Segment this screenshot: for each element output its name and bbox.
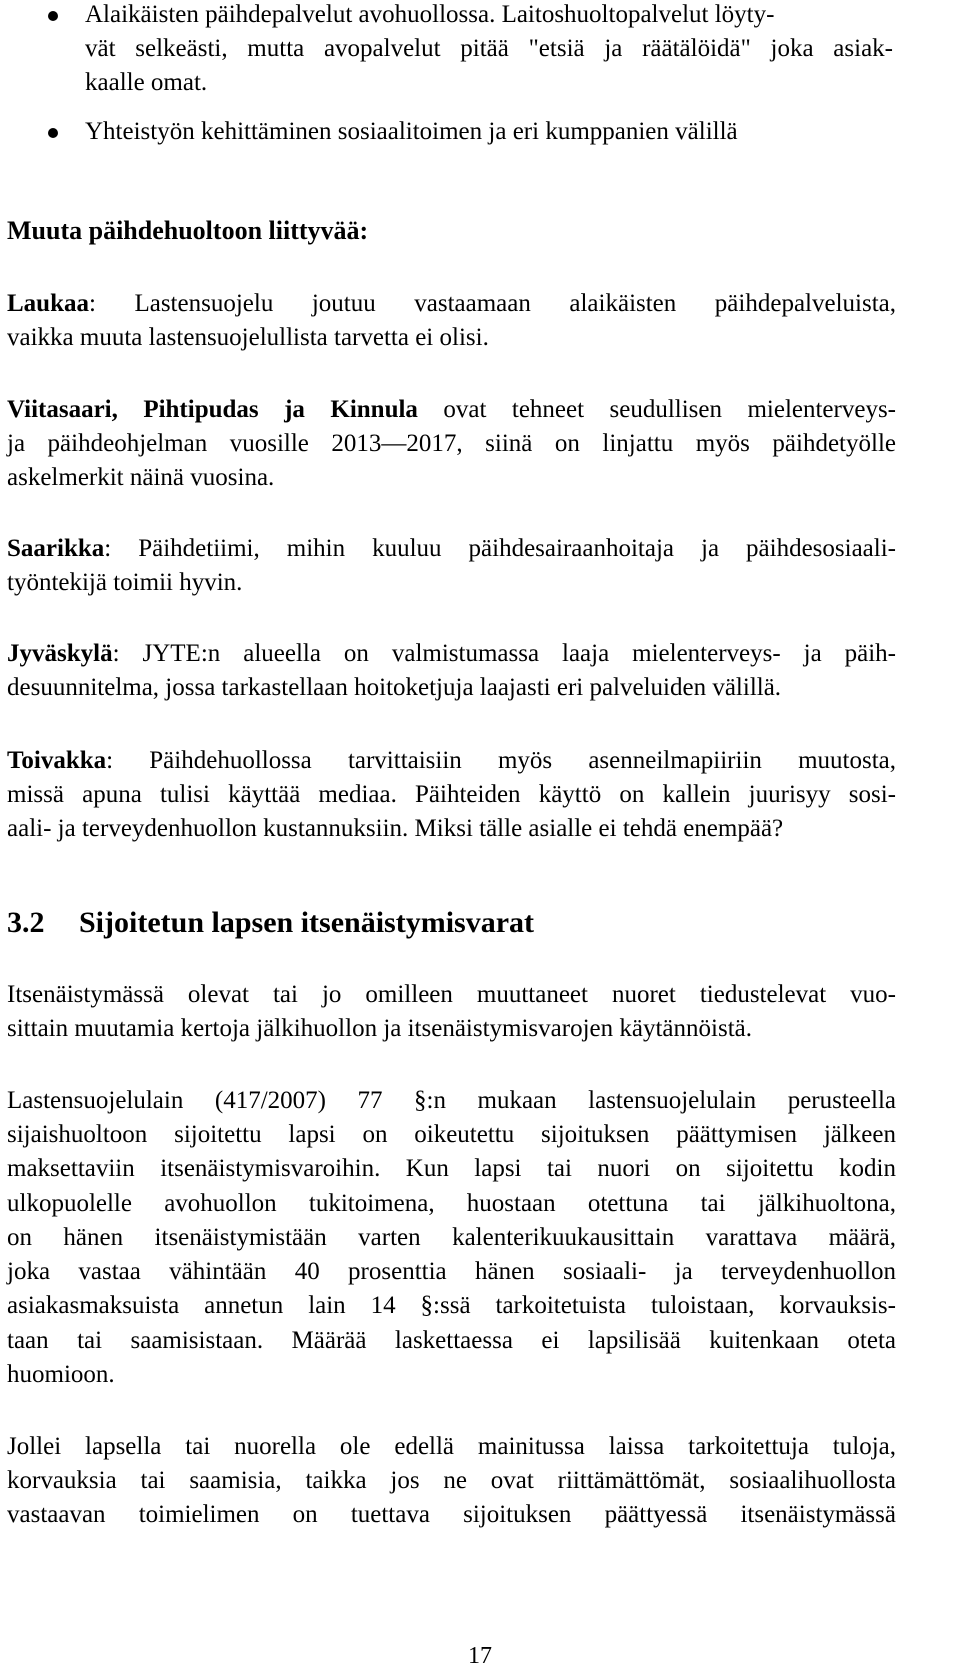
- paragraph-line: huomioon.: [7, 1361, 115, 1388]
- paragraph-line: ulkopuolelle avohuollon tukitoimena, huostaan otettuna tai jälkihuoltona,: [7, 1190, 896, 1217]
- subheading: Muuta päihdehuoltoon liittyvää:: [7, 216, 369, 245]
- entry-line: ja päihdeohjelman vuosille 2013—2017, siinä on linjattu myös päihdetyölle: [7, 430, 896, 457]
- entry-line: [7, 393, 896, 427]
- paragraph-line: joka vastaa vähintään 40 prosenttia hänen sosiaali- ja terveydenhuollon: [7, 1258, 896, 1285]
- paragraph-line: korvauksia tai saamisia, taikka jos ne ovat riittämättömät, sosiaalihuollosta: [7, 1467, 896, 1494]
- entry-text: Päihdehuollossa tarvittaisiin myös asenneilmapiiriin muutosta,: [113, 747, 896, 774]
- paragraph-line: vastaavan toimielimen on tuettava sijoituksen päättyessä itsenäistymässä: [7, 1501, 896, 1528]
- text-line: Alaikäisten päihdepalvelut avohuollossa. Laitoshuoltopalvelut löyty-: [85, 1, 775, 28]
- entry-line: [7, 532, 896, 566]
- separator: :: [104, 535, 112, 562]
- bullet-dot-icon: [48, 128, 58, 138]
- entry-line: [7, 637, 896, 671]
- place-name: Saarikka: [7, 535, 105, 562]
- entry-line: työntekijä toimii hyvin.: [7, 569, 243, 596]
- entry-line: [7, 287, 896, 321]
- paragraph-line: sijaishuoltoon sijoitettu lapsi on oikeutettu sijoituksen päättymisen jälkeen: [7, 1121, 896, 1148]
- place-name: Viitasaari, Pihtipudas ja Kinnula: [7, 396, 418, 423]
- section-title: Sijoitetun lapsen itsenäistymisvarat: [79, 906, 535, 939]
- place-name: Jyväskylä: [7, 640, 113, 667]
- entry-text: Päihdetiimi, mihin kuuluu päihdesairaanhoitaja ja päihdesosiaali-: [111, 535, 896, 562]
- place-name: Laukaa: [7, 290, 89, 317]
- text-line: vät selkeästi, mutta avopalvelut pitää "etsiä ja räätälöidä" joka asiak-: [85, 35, 893, 62]
- entry-line: vaikka muuta lastensuojelullista tarvetta ei olisi.: [7, 324, 489, 351]
- text-line: kaalle omat.: [85, 69, 208, 96]
- separator: :: [88, 290, 96, 317]
- entry-line: desuunnitelma, jossa tarkastellaan hoitoketjuja laajasti eri palveluiden välillä.: [7, 674, 782, 701]
- separator: :: [106, 747, 114, 774]
- entry-line: aali- ja terveydenhuollon kustannuksiin. Miksi tälle asialle ei tehdä enempää?: [7, 815, 784, 842]
- text-line: Yhteistyön kehittäminen sosiaalitoimen ja eri kumppanien välillä: [85, 118, 738, 145]
- separator: :: [112, 640, 120, 667]
- paragraph-line: Lastensuojelulain (417/2007) 77 §:n mukaan lastensuojelulain perusteella: [7, 1087, 896, 1114]
- paragraph-line: sittain muutamia kertoja jälkihuollon ja itsenäistymisvarojen käytännöistä.: [7, 1015, 752, 1042]
- section-heading: [7, 906, 534, 940]
- entry-line: askelmerkit näinä vuosina.: [7, 464, 275, 491]
- place-name: Toivakka: [7, 747, 107, 774]
- paragraph-line: taan tai saamisistaan. Määrää laskettaessa ei lapsilisää kuitenkaan oteta: [7, 1327, 896, 1354]
- paragraph-line: Itsenäistymässä olevat tai jo omilleen muuttaneet nuoret tiedustelevat vuo-: [7, 981, 896, 1008]
- paragraph-line: maksettaviin itsenäistymisvaroihin. Kun lapsi tai nuori on sijoitettu kodin: [7, 1155, 896, 1182]
- entry-text: Lastensuojelu joutuu vastaamaan alaikäisten päihdepalveluista,: [95, 290, 896, 317]
- section-number: 3.2: [7, 906, 45, 939]
- bullet-dot-icon: [48, 11, 58, 21]
- entry-line: missä apuna tulisi käyttää mediaa. Päihteiden käyttö on kallein juurisyy sosi-: [7, 781, 896, 808]
- entry-line: [7, 744, 896, 778]
- paragraph-line: on hänen itsenäistymistään varten kalenterikuukausittain varattava määrä,: [7, 1224, 896, 1251]
- entry-text: ovat tehneet seudullisen mielenterveys-: [417, 396, 896, 423]
- page-number: 17: [468, 1643, 492, 1669]
- paragraph-line: asiakasmaksuista annetun lain 14 §:ssä tarkoitetuista tuloistaan, korvauksis-: [7, 1292, 896, 1319]
- entry-text: JYTE:n alueella on valmistumassa laaja mielenterveys- ja päih-: [119, 640, 896, 667]
- paragraph-line: Jollei lapsella tai nuorella ole edellä mainitussa laissa tarkoitettuja tuloja,: [7, 1433, 896, 1460]
